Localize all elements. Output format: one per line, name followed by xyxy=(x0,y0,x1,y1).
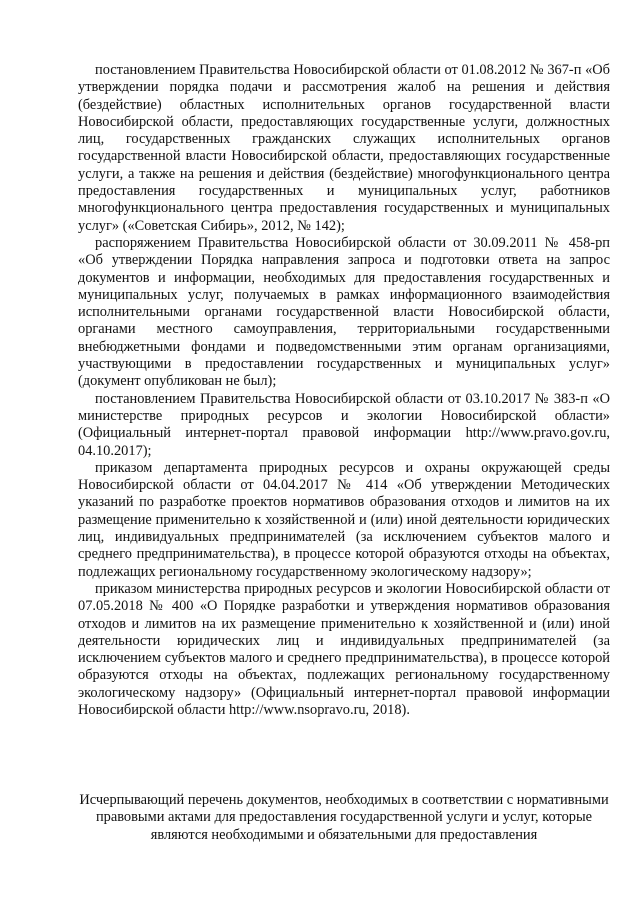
paragraph-resolution-367p: постановлением Правительства Новосибирской области от 01.08.2012 № 367-п «Об утверждении порядка подачи и рассмотрения жалоб на решения и действия (бездействие) областных исполнительных органов государственной власти Новосибирской области, предоставляющих государственные услуги, должностных лиц, государственных гражданских служащих исполнительных органов государственной власти Новосибирской области, предоставляющих государственные услуги, а также на решения и действия (бездействие) многофункционального центра предоставления государственных и муниципальных услуг, работников многофункционального центра предоставления государственных и муниципальных услуг» («Советская Сибирь», 2012, № 142); xyxy=(78,62,610,234)
paragraph-order-414: приказом департамента природных ресурсов и охраны окружающей среды Новосибирской области от 04.04.2017 № 414 «Об утверждении Методических указаний по разработке проектов нормативов образования отходов и лимитов на их размещение применительно к хозяйственной и (или) иной деятельности юридических лиц, индивидуальных предпринимателей (за исключением субъектов малого и среднего предпринимательства), в процессе которой образуются отходы на объектах, подлежащих региональному государственному экологическому надзору»; xyxy=(78,459,610,580)
document-body xyxy=(78,62,610,719)
paragraph-order-400: приказом министерства природных ресурсов и экологии Новосибирской области от 07.05.2018 № 400 «О Порядке разработки и утверждения нормативов образования отходов и лимитов на их размещение применительно к хозяйственной и (или) иной деятельности юридических лиц и индивидуальных предпринимателей (за исключением субъектов малого и среднего предпринимательства), в процессе которой образуются отходы на объектах, подлежащих региональному государственному экологическому надзору» (Официальный интернет-портал правовой информации Новосибирской области http://www.nsopravo.ru, 2018). xyxy=(78,580,610,718)
section-heading: Исчерпывающий перечень документов, необходимых в соответствии с нормативными правовыми актами для предоставления государственной услуги и услуг, которые являются необходимыми и обязательными для предоставления xyxy=(79,792,609,843)
paragraph-order-458rp: распоряжением Правительства Новосибирской области от 30.09.2011 № 458-рп «Об утверждении Порядка направления запроса и подготовки ответа на запрос документов и информации, необходимых для предоставления государственных и муниципальных услуг, получаемых в рамках информационного взаимодействия исполнительными органами государственной власти Новосибирской области, органами местного самоуправления, территориальными государственными внебюджетными фондами и подведомственными этим органам организациями, участвующими в предоставлении государственных и муниципальных услуг» (документ опубликован не был); xyxy=(78,234,610,390)
paragraph-resolution-383p: постановлением Правительства Новосибирской области от 03.10.2017 № 383-п «О министерстве природных ресурсов и экологии Новосибирской области» (Официальный интернет-портал правовой информации http://www.pravo.gov.ru, 04.10.2017); xyxy=(78,390,610,459)
